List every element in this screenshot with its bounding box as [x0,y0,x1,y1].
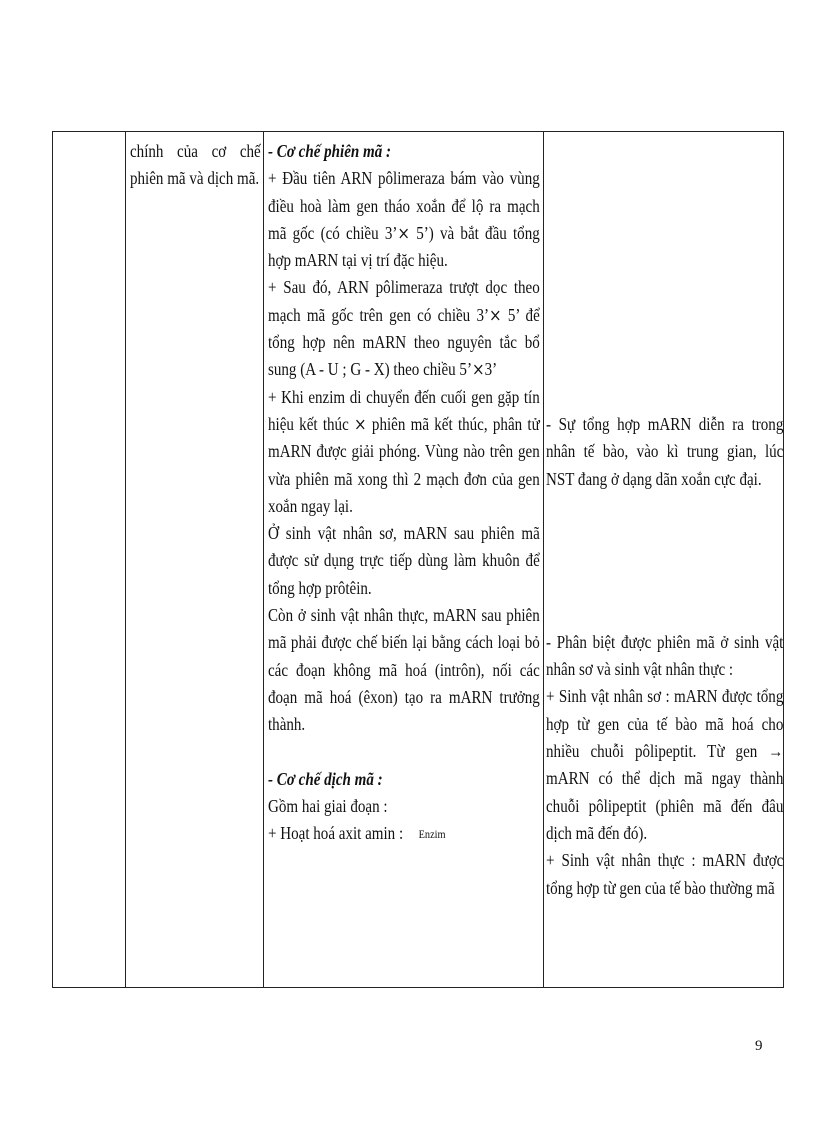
table-divider-1 [125,132,126,987]
amino-acid-activation: + Hoạt hoá axit amin : Enzim [268,823,446,844]
translation-heading: - Cơ chế dịch mã : [268,768,383,789]
table-divider-3 [543,132,544,987]
transcription-heading: - Cơ chế phiên mã : [268,141,392,161]
note-mrna-synthesis: - Sự tổng hợp mARN diễn ra trong nhân tế bào, vào kì trung gian, lúc NST đang ở dạng dãn xoắn cực đại. [546,414,784,489]
note-prokaryote: + Sinh vật nhân sơ : mARN được tổng hợp từ gen của tế bào mã hoá cho nhiều chuỗi pôlipeptit. Từ gen → mARN có thể dịch mã ngay thành chuỗi pôlipeptit (phiên mã đến đâu dịch mã đến đó). [546,686,784,843]
note-distinguish: - Phân biệt được phiên mã ở sinh vật nhân sơ và sinh vật nhân thực : [546,631,784,680]
objective-line-1: chính của cơ chế [130,141,261,161]
notes-column [546,138,783,902]
enzim-label: Enzim [418,827,446,842]
table-divider-2 [263,132,264,987]
transcription-step-2: + Sau đó, ARN pôlimeraza trượt dọc theo mạch mã gốc trên gen có chiều 3’⨯ 5’ để tổng hợp nên mARN theo nguyên tắc bổ sung (A - U ; G - X) theo chiều 5’⨯3’ [268,277,540,380]
eukaryote-note: Còn ở sinh vật nhân thực, mARN sau phiên mã phải được chế biến lại bằng cách loại bỏ các đoạn không mã hoá (intrôn), nối các đoạn mã hoá (êxon) tạo ra mARN trưởng thành. [268,605,540,735]
transcription-step-1: + Đầu tiên ARN pôlimeraza bám vào vùng điều hoà làm gen tháo xoắn để lộ ra mạch mã gốc (có chiều 3’⨯ 5’) và bắt đầu tổng hợp mARN tại vị trí đặc hiệu. [268,168,540,271]
transcription-step-3: + Khi enzim di chuyển đến cuối gen gặp tín hiệu kết thúc ⨯ phiên mã kết thúc, phân tử mARN được giải phóng. Vùng nào trên gen vừa phiên mã xong thì 2 mạch đơn của gen xoắn ngay lại. [268,386,540,516]
content-table [52,131,784,988]
note-eukaryote: + Sinh vật nhân thực : mARN được tổng hợp từ gen của tế bào thường mã [546,850,784,898]
prokaryote-note: Ở sinh vật nhân sơ, mARN sau phiên mã được sử dụng trực tiếp dùng làm khuôn để tổng hợp prôtêin. [268,523,540,598]
objective-column [130,138,261,193]
table-border-left [52,132,53,987]
content-column [268,138,540,849]
page-number: 9 [755,1038,763,1054]
objective-line-2: phiên mã và dịch mã. [130,168,260,189]
translation-stages: Gồm hai giai đoạn : [268,796,388,817]
